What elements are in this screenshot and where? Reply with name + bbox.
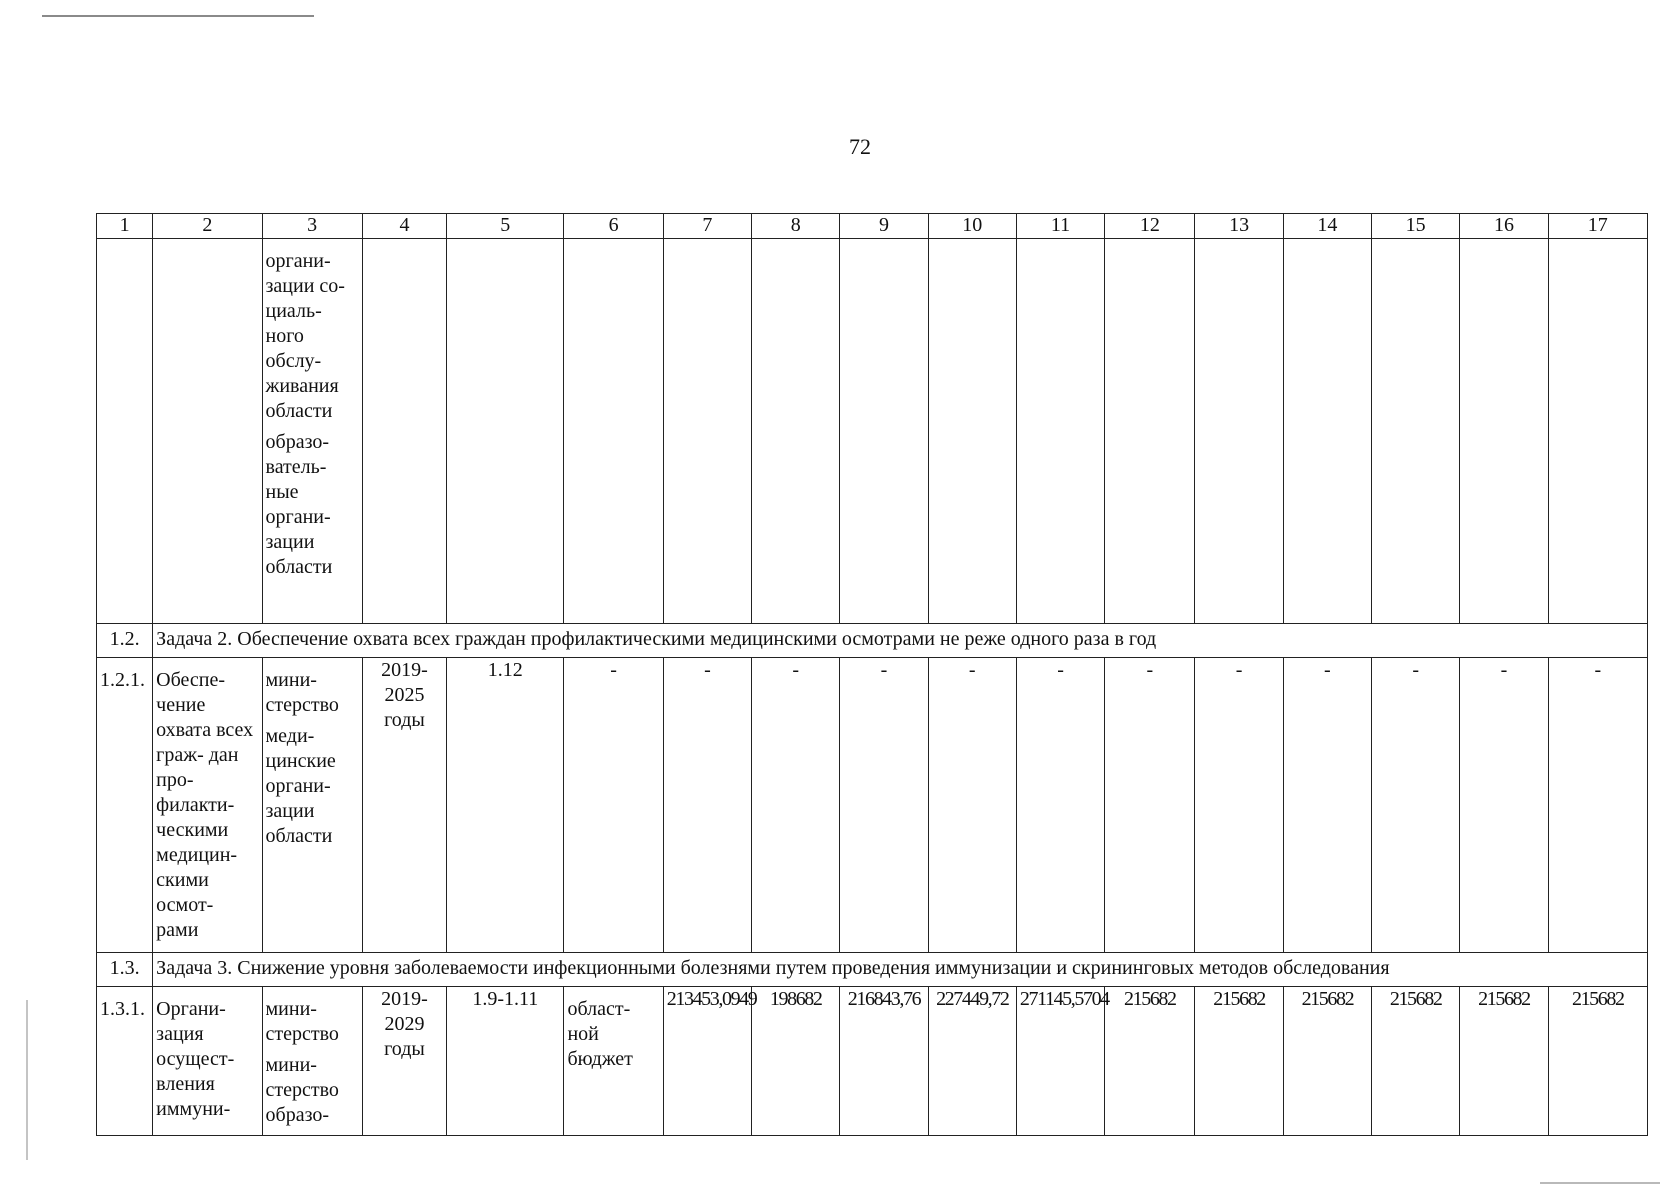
value-cell: - bbox=[1548, 658, 1647, 953]
empty-cell bbox=[1016, 239, 1104, 624]
value-cell: 215682 bbox=[1548, 987, 1647, 1136]
executors-cell bbox=[262, 658, 362, 953]
value-cell: 216843,76 bbox=[840, 987, 928, 1136]
measure-row bbox=[97, 987, 1648, 1136]
column-number: 4 bbox=[362, 214, 446, 239]
value-cell: - bbox=[1105, 658, 1195, 953]
column-number: 16 bbox=[1460, 214, 1548, 239]
value-cell: 271145,5704 bbox=[1016, 987, 1104, 1136]
column-number: 6 bbox=[564, 214, 663, 239]
executor-text: меди- цинские органи- зации области bbox=[265, 725, 336, 847]
value-cell: - bbox=[1372, 658, 1460, 953]
scan-artifact-bottom bbox=[1540, 1182, 1660, 1184]
value-cell: - bbox=[564, 658, 663, 953]
funding-source-cell: област- ной бюджет bbox=[564, 987, 663, 1136]
empty-cell bbox=[752, 239, 840, 624]
task-row bbox=[97, 953, 1648, 987]
column-number-row bbox=[97, 214, 1648, 239]
measure-name: Органи- зация осущест- вления иммуни- bbox=[153, 987, 262, 1136]
empty-cell bbox=[1548, 239, 1647, 624]
scan-artifact-top bbox=[42, 15, 314, 17]
program-table bbox=[96, 213, 1648, 1136]
empty-cell bbox=[1283, 239, 1371, 624]
value-cell: 198682 bbox=[752, 987, 840, 1136]
task-title: Задача 2. Обеспечение охвата всех граждан профилактическими медицинскими осмотрами не реже одного раза в год bbox=[153, 624, 1648, 658]
empty-cell bbox=[663, 239, 751, 624]
indicator-cell: 1.9-1.11 bbox=[447, 987, 564, 1136]
column-number: 7 bbox=[663, 214, 751, 239]
empty-cell bbox=[1105, 239, 1195, 624]
column-number: 2 bbox=[153, 214, 262, 239]
value-cell: 213453,0949 bbox=[663, 987, 751, 1136]
empty-cell bbox=[1460, 239, 1548, 624]
value-cell: - bbox=[663, 658, 751, 953]
value-cell: - bbox=[1016, 658, 1104, 953]
value-cell: - bbox=[1283, 658, 1371, 953]
period-cell: 2019- 2025 годы bbox=[362, 658, 446, 953]
executor-text: мини- стерство bbox=[265, 669, 339, 716]
empty-cell bbox=[928, 239, 1016, 624]
task-row bbox=[97, 624, 1648, 658]
executors-cell bbox=[262, 239, 362, 624]
measure-number: 1.3.1. bbox=[97, 987, 153, 1136]
value-cell: 215682 bbox=[1105, 987, 1195, 1136]
value-cell: - bbox=[840, 658, 928, 953]
page-number: 72 bbox=[849, 134, 871, 159]
executors-cell bbox=[262, 987, 362, 1136]
column-number: 10 bbox=[928, 214, 1016, 239]
period-cell: 2019- 2029 годы bbox=[362, 987, 446, 1136]
value-cell: 215682 bbox=[1283, 987, 1371, 1136]
empty-cell bbox=[447, 239, 564, 624]
value-cell: - bbox=[752, 658, 840, 953]
executor-text: органи- зации со- циаль- ного обслу- живания области bbox=[265, 250, 345, 422]
measure-number: 1.2.1. bbox=[97, 658, 153, 953]
column-number: 15 bbox=[1372, 214, 1460, 239]
value-cell: - bbox=[928, 658, 1016, 953]
column-number: 5 bbox=[447, 214, 564, 239]
continuation-row bbox=[97, 239, 1648, 624]
column-number: 11 bbox=[1016, 214, 1104, 239]
executor-text: образо- ватель- ные органи- зации области bbox=[265, 431, 333, 578]
executor-text: мини- стерство bbox=[265, 998, 339, 1045]
column-number: 14 bbox=[1283, 214, 1371, 239]
column-number: 9 bbox=[840, 214, 928, 239]
empty-cell bbox=[362, 239, 446, 624]
value-cell: 227449,72 bbox=[928, 987, 1016, 1136]
value-cell: 215682 bbox=[1195, 987, 1283, 1136]
executor-text: мини- стерство образо- bbox=[265, 1054, 339, 1126]
column-number: 3 bbox=[262, 214, 362, 239]
scan-artifact-left bbox=[26, 1000, 28, 1160]
measure-name: Обеспе- чение охвата всех граж- дан про- филакти- ческими медицин- скими осмот- рами bbox=[153, 658, 262, 953]
empty-cell bbox=[1195, 239, 1283, 624]
value-cell: - bbox=[1195, 658, 1283, 953]
column-number: 12 bbox=[1105, 214, 1195, 239]
value-cell: 215682 bbox=[1372, 987, 1460, 1136]
column-number: 1 bbox=[97, 214, 153, 239]
empty-cell bbox=[153, 239, 262, 624]
task-title: Задача 3. Снижение уровня заболеваемости инфекционными болезнями путем проведения иммунизации и скрининговых методов обследования bbox=[153, 953, 1648, 987]
column-number: 13 bbox=[1195, 214, 1283, 239]
measure-row bbox=[97, 658, 1648, 953]
empty-cell bbox=[564, 239, 663, 624]
empty-cell bbox=[840, 239, 928, 624]
empty-cell bbox=[97, 239, 153, 624]
indicator-cell: 1.12 bbox=[447, 658, 564, 953]
value-cell: - bbox=[1460, 658, 1548, 953]
task-number: 1.3. bbox=[97, 953, 153, 987]
column-number: 8 bbox=[752, 214, 840, 239]
column-number: 17 bbox=[1548, 214, 1647, 239]
value-cell: 215682 bbox=[1460, 987, 1548, 1136]
task-number: 1.2. bbox=[97, 624, 153, 658]
empty-cell bbox=[1372, 239, 1460, 624]
